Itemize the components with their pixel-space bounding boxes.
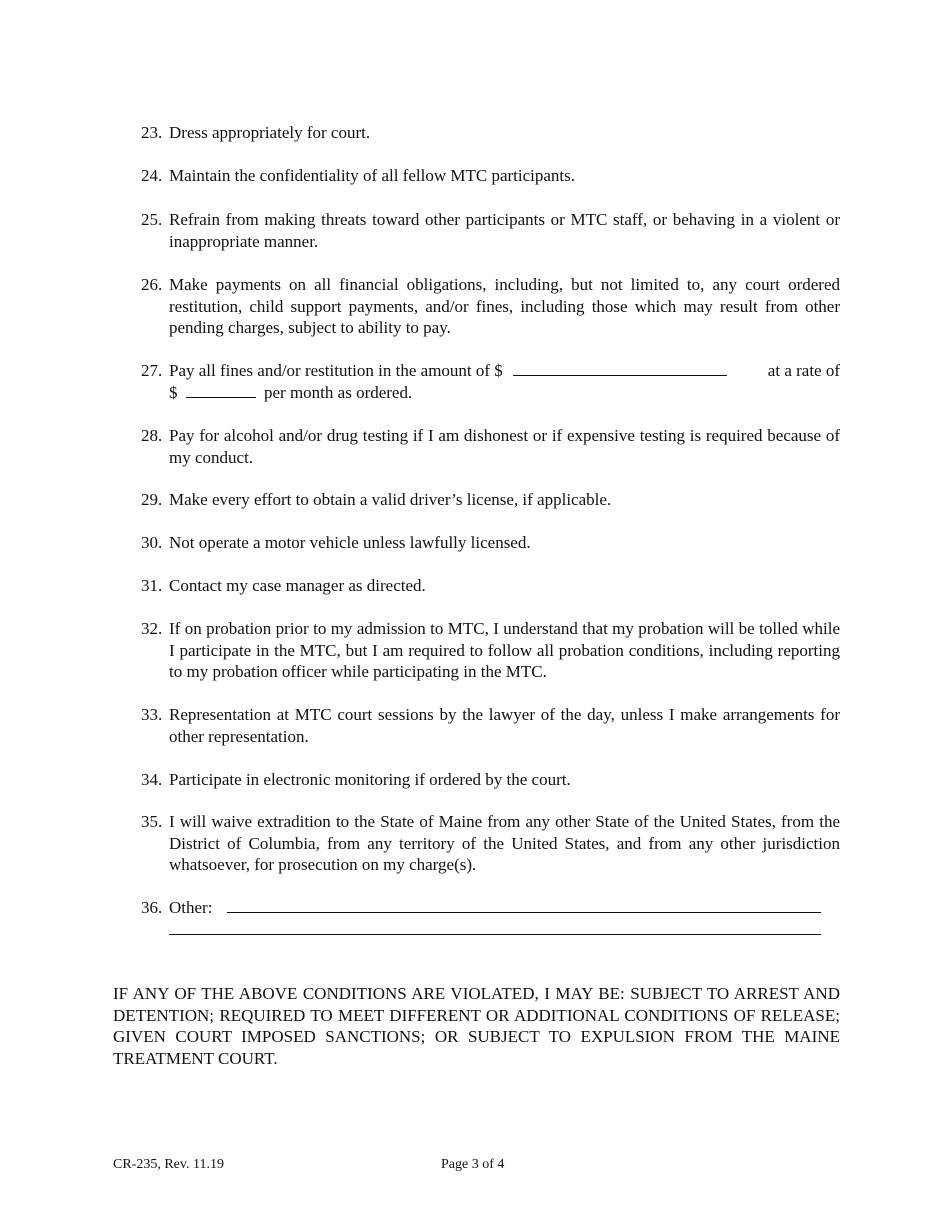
item-text <box>169 360 840 403</box>
item-number: 34. <box>141 770 163 789</box>
condition-item-29 <box>141 489 840 511</box>
item-text: Pay for alcohol and/or drug testing if I am dishonest or if expensive testing is required because of my conduct. <box>169 426 840 467</box>
monthly-dollar-label: $ <box>169 382 178 402</box>
condition-item-23 <box>141 122 840 144</box>
condition-item-36 <box>141 897 840 940</box>
item-number: 29. <box>141 490 163 509</box>
item-text: Make every effort to obtain a valid driver’s license, if applicable. <box>169 490 612 509</box>
item-number: 24. <box>141 166 163 185</box>
item-text: Not operate a motor vehicle unless lawfully licensed. <box>169 533 531 552</box>
condition-item-34 <box>141 769 840 791</box>
fine-amount-label: Pay all fines and/or restitution in the amount of $ <box>169 361 503 380</box>
item-number: 27. <box>141 361 163 380</box>
other-blank-line-2[interactable] <box>169 919 821 935</box>
item-number: 26. <box>141 275 163 294</box>
item-number: 32. <box>141 619 163 638</box>
item-number: 25. <box>141 210 163 229</box>
item-number: 36. <box>141 898 163 917</box>
item-number: 33. <box>141 705 163 724</box>
item-text: Refrain from making threats toward other participants or MTC staff, or behaving in a violent or inappropriate manner. <box>169 210 840 251</box>
item-text: Contact my case manager as directed. <box>169 576 426 595</box>
condition-item-31 <box>141 575 840 597</box>
form-id: CR-235, Rev. 11.19 <box>113 1157 224 1172</box>
condition-item-35 <box>141 811 840 876</box>
item-text: Dress appropriately for court. <box>169 123 371 142</box>
item-text: Representation at MTC court sessions by the lawyer of the day, unless I make arrangements for other representation. <box>169 705 840 746</box>
item-text: I will waive extradition to the State of Maine from any other State of the United States, from the District of Columbia, from any territory of the United States, and from any other jurisdiction whatsoever, for prosecution on my charge(s). <box>169 812 840 874</box>
condition-item-27 <box>141 360 840 403</box>
item-number: 35. <box>141 812 163 831</box>
rate-label: at a rate of <box>767 361 840 380</box>
fine-amount-blank[interactable] <box>513 360 727 376</box>
monthly-amount-blank[interactable] <box>186 382 256 398</box>
per-month-label: per month as ordered. <box>264 382 413 402</box>
item-text <box>169 897 840 940</box>
item-text: If on probation prior to my admission to MTC, I understand that my probation will be tolled while I participate in the MTC, but I am required to follow all probation conditions, including reporting to my probation officer while participating in the MTC. <box>169 619 840 681</box>
item-number: 28. <box>141 426 163 445</box>
item-number: 23. <box>141 123 163 142</box>
item-text: Participate in electronic monitoring if ordered by the court. <box>169 770 571 789</box>
condition-item-26 <box>141 274 840 339</box>
page-number: Page 3 of 4 <box>441 1157 505 1172</box>
item-text: Maintain the confidentiality of all fellow MTC participants. <box>169 166 576 185</box>
item-number: 31. <box>141 576 163 595</box>
condition-item-30 <box>141 532 840 554</box>
item-text: Make payments on all financial obligations, including, but not limited to, any court ordered restitution, child support payments, and/or fines, including those which may result from other pending charges, subject to ability to pay. <box>169 275 840 337</box>
condition-item-33 <box>141 704 840 747</box>
other-label: Other: <box>169 898 213 917</box>
item-number: 30. <box>141 533 163 552</box>
other-blank-line-1[interactable] <box>227 897 821 913</box>
condition-item-32 <box>141 618 840 683</box>
condition-item-28 <box>141 425 840 468</box>
condition-item-24 <box>141 165 840 187</box>
condition-item-25 <box>141 209 840 252</box>
violation-warning: IF ANY OF THE ABOVE CONDITIONS ARE VIOLATED, I MAY BE: SUBJECT TO ARREST AND DETENTION; REQUIRED TO MEET DIFFERENT OR ADDITIONAL CONDITIONS OF RELEASE; GIVEN COURT IMPOSED SANCTIONS; OR SUBJECT TO EXPULSION FROM THE MAINE TREATMENT COURT. <box>113 984 840 1068</box>
